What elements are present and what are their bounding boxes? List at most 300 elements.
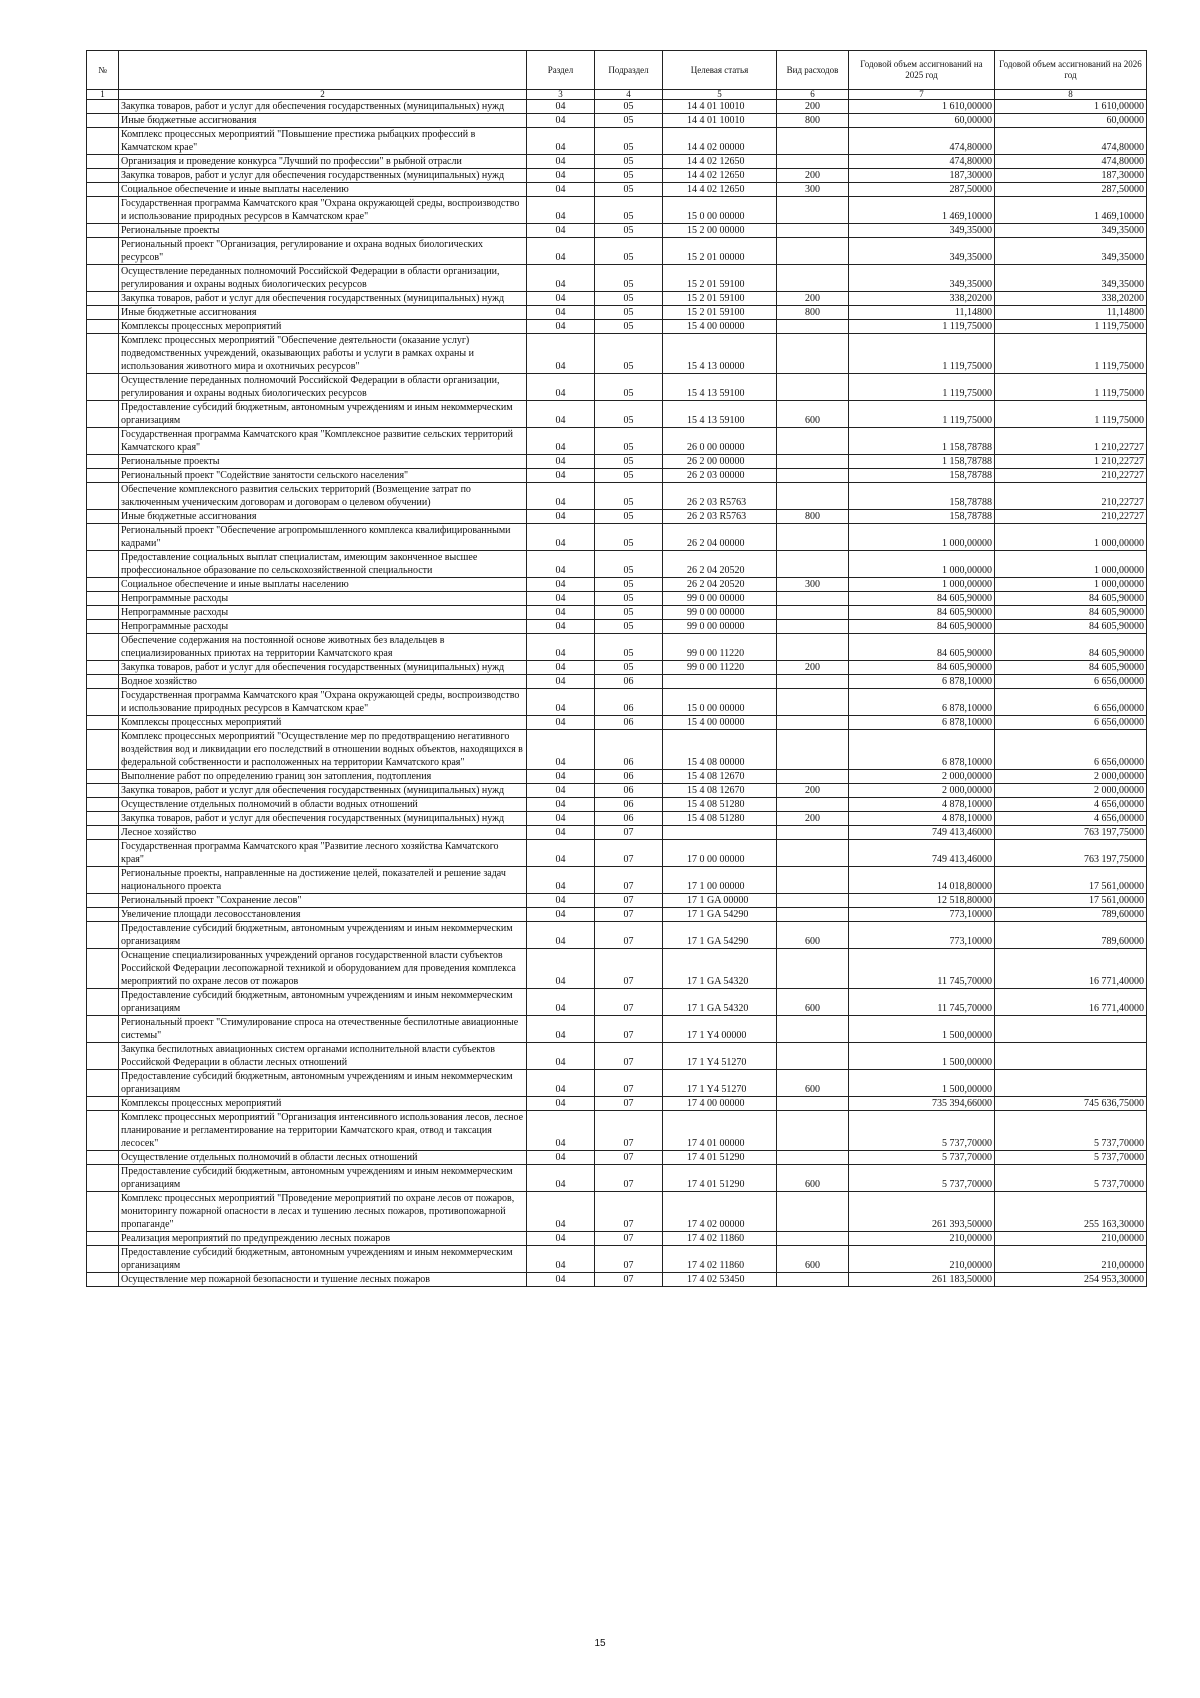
row-expense-type-cell	[777, 1151, 849, 1165]
row-number-cell	[87, 374, 119, 401]
row-amount-2026-cell: 6 656,00000	[995, 675, 1147, 689]
row-expense-type-cell	[777, 455, 849, 469]
row-amount-2025-cell: 338,20200	[849, 292, 995, 306]
row-number-cell	[87, 401, 119, 428]
table-row	[87, 1246, 1147, 1273]
table-row	[87, 826, 1147, 840]
row-amount-2025-cell: 6 878,10000	[849, 689, 995, 716]
row-amount-2026-cell: 1 119,75000	[995, 401, 1147, 428]
row-section-cell: 04	[527, 620, 595, 634]
row-subsection-cell: 07	[595, 1111, 663, 1151]
row-subsection-cell: 07	[595, 1016, 663, 1043]
row-subsection-cell: 05	[595, 320, 663, 334]
row-target-article-cell: 99 0 00 00000	[663, 620, 777, 634]
table-row	[87, 320, 1147, 334]
row-amount-2026-cell	[995, 1016, 1147, 1043]
table-row	[87, 524, 1147, 551]
row-subsection-cell: 05	[595, 169, 663, 183]
row-section-cell: 04	[527, 334, 595, 374]
row-amount-2025-cell: 5 737,70000	[849, 1111, 995, 1151]
row-name-cell: Комплексы процессных мероприятий	[119, 320, 527, 334]
row-name-cell: Осуществление отдельных полномочий в области водных отношений	[119, 798, 527, 812]
row-number-cell	[87, 1232, 119, 1246]
row-name-cell: Закупка товаров, работ и услуг для обеспечения государственных (муниципальных) нужд	[119, 812, 527, 826]
row-subsection-cell: 06	[595, 716, 663, 730]
row-target-article-cell: 17 1 GA 00000	[663, 894, 777, 908]
row-amount-2025-cell: 4 878,10000	[849, 798, 995, 812]
row-name-cell: Реализация мероприятий по предупреждению лесных пожаров	[119, 1232, 527, 1246]
row-number-cell	[87, 606, 119, 620]
row-amount-2025-cell: 158,78788	[849, 469, 995, 483]
table-row	[87, 469, 1147, 483]
table-row	[87, 1192, 1147, 1232]
row-number-cell	[87, 634, 119, 661]
header-amount-2025: Годовой объем ассигнований на 2025 год	[849, 51, 995, 90]
row-section-cell: 04	[527, 989, 595, 1016]
column-number: 4	[595, 90, 663, 100]
row-amount-2025-cell: 349,35000	[849, 238, 995, 265]
row-expense-type-cell: 800	[777, 510, 849, 524]
row-expense-type-cell	[777, 908, 849, 922]
row-target-article-cell: 26 2 03 R5763	[663, 483, 777, 510]
row-subsection-cell: 05	[595, 401, 663, 428]
row-number-cell	[87, 551, 119, 578]
row-amount-2026-cell: 6 656,00000	[995, 689, 1147, 716]
table-row	[87, 840, 1147, 867]
row-amount-2025-cell: 287,50000	[849, 183, 995, 197]
row-amount-2025-cell: 1 469,10000	[849, 197, 995, 224]
row-amount-2025-cell: 158,78788	[849, 510, 995, 524]
row-target-article-cell: 26 2 03 00000	[663, 469, 777, 483]
row-name-cell: Государственная программа Камчатского края "Охрана окружающей среды, воспроизводство и использование природных ресурсов в Камчатском крае"	[119, 197, 527, 224]
row-amount-2025-cell: 12 518,80000	[849, 894, 995, 908]
row-subsection-cell: 05	[595, 334, 663, 374]
row-name-cell: Комплекс процессных мероприятий "Организация интенсивного использования лесов, лесное планирование и регламентирование на территории Камчатского края, отвод и таксация лесосек"	[119, 1111, 527, 1151]
row-section-cell: 04	[527, 1232, 595, 1246]
row-expense-type-cell: 200	[777, 100, 849, 114]
table-row	[87, 908, 1147, 922]
row-name-cell: Предоставление субсидий бюджетным, автономным учреждениям и иным некоммерческим организациям	[119, 1070, 527, 1097]
row-target-article-cell: 15 4 00 00000	[663, 320, 777, 334]
table-row	[87, 675, 1147, 689]
row-amount-2026-cell: 84 605,90000	[995, 634, 1147, 661]
row-name-cell: Предоставление субсидий бюджетным, автономным учреждениям и иным некоммерческим организациям	[119, 401, 527, 428]
row-section-cell: 04	[527, 1016, 595, 1043]
row-expense-type-cell	[777, 689, 849, 716]
row-number-cell	[87, 1246, 119, 1273]
row-name-cell: Организация и проведение конкурса "Лучший по профессии" в рыбной отрасли	[119, 155, 527, 169]
row-expense-type-cell: 600	[777, 1246, 849, 1273]
table-row	[87, 155, 1147, 169]
table-row	[87, 455, 1147, 469]
row-amount-2026-cell: 6 656,00000	[995, 716, 1147, 730]
row-target-article-cell: 15 0 00 00000	[663, 689, 777, 716]
table-row	[87, 1111, 1147, 1151]
row-name-cell: Комплекс процессных мероприятий "Проведение мероприятий по охране лесов от пожаров, мониторингу пожарной опасности в лесах и тушению лесных пожаров, противопожарной пропаганде"	[119, 1192, 527, 1232]
row-expense-type-cell	[777, 949, 849, 989]
row-expense-type-cell	[777, 716, 849, 730]
row-target-article-cell: 15 2 01 59100	[663, 265, 777, 292]
row-expense-type-cell	[777, 1232, 849, 1246]
header-number: №	[87, 51, 119, 90]
row-section-cell: 04	[527, 578, 595, 592]
row-amount-2026-cell: 338,20200	[995, 292, 1147, 306]
table-row	[87, 784, 1147, 798]
row-section-cell: 04	[527, 770, 595, 784]
row-number-cell	[87, 469, 119, 483]
row-amount-2026-cell: 474,80000	[995, 155, 1147, 169]
row-name-cell: Иные бюджетные ассигнования	[119, 306, 527, 320]
row-number-cell	[87, 826, 119, 840]
row-expense-type-cell	[777, 238, 849, 265]
header-section: Раздел	[527, 51, 595, 90]
row-expense-type-cell	[777, 867, 849, 894]
row-number-cell	[87, 812, 119, 826]
row-subsection-cell: 05	[595, 292, 663, 306]
row-amount-2026-cell: 763 197,75000	[995, 826, 1147, 840]
row-number-cell	[87, 197, 119, 224]
row-name-cell: Закупка товаров, работ и услуг для обеспечения государственных (муниципальных) нужд	[119, 292, 527, 306]
row-number-cell	[87, 428, 119, 455]
row-expense-type-cell: 600	[777, 989, 849, 1016]
row-target-article-cell: 99 0 00 11220	[663, 661, 777, 675]
row-name-cell: Региональные проекты	[119, 455, 527, 469]
row-target-article-cell: 17 1 Y4 00000	[663, 1016, 777, 1043]
header-subsection: Подраздел	[595, 51, 663, 90]
row-number-cell	[87, 908, 119, 922]
row-name-cell: Региональные проекты	[119, 224, 527, 238]
row-number-cell	[87, 265, 119, 292]
row-amount-2026-cell: 4 656,00000	[995, 798, 1147, 812]
row-section-cell: 04	[527, 1165, 595, 1192]
row-amount-2026-cell: 210,22727	[995, 483, 1147, 510]
row-name-cell: Закупка товаров, работ и услуг для обеспечения государственных (муниципальных) нужд	[119, 169, 527, 183]
header-target-article: Целевая статья	[663, 51, 777, 90]
row-amount-2026-cell: 210,00000	[995, 1246, 1147, 1273]
row-name-cell: Региональный проект "Обеспечение агропромышленного комплекса квалифицированными кадрами"	[119, 524, 527, 551]
column-numbers-row	[87, 90, 1147, 100]
row-section-cell: 04	[527, 894, 595, 908]
row-amount-2026-cell: 17 561,00000	[995, 894, 1147, 908]
row-number-cell	[87, 661, 119, 675]
row-amount-2026-cell: 1 000,00000	[995, 524, 1147, 551]
table-row	[87, 1165, 1147, 1192]
row-section-cell: 04	[527, 908, 595, 922]
row-amount-2025-cell: 187,30000	[849, 169, 995, 183]
row-name-cell: Комплексы процессных мероприятий	[119, 1097, 527, 1111]
row-section-cell: 04	[527, 224, 595, 238]
row-expense-type-cell	[777, 265, 849, 292]
row-amount-2025-cell: 5 737,70000	[849, 1165, 995, 1192]
row-name-cell: Осуществление переданных полномочий Российской Федерации в области организации, регулирования и охраны водных биологических ресурсов	[119, 374, 527, 401]
row-amount-2025-cell: 1 500,00000	[849, 1043, 995, 1070]
row-expense-type-cell	[777, 1111, 849, 1151]
row-expense-type-cell: 300	[777, 183, 849, 197]
row-target-article-cell: 15 2 01 59100	[663, 292, 777, 306]
row-name-cell: Комплексы процессных мероприятий	[119, 716, 527, 730]
row-name-cell: Закупка товаров, работ и услуг для обеспечения государственных (муниципальных) нужд	[119, 661, 527, 675]
row-section-cell: 04	[527, 197, 595, 224]
row-expense-type-cell	[777, 1043, 849, 1070]
row-subsection-cell: 07	[595, 1273, 663, 1287]
row-number-cell	[87, 100, 119, 114]
row-target-article-cell: 14 4 02 12650	[663, 155, 777, 169]
table-row	[87, 374, 1147, 401]
column-number: 6	[777, 90, 849, 100]
row-section-cell: 04	[527, 320, 595, 334]
table-row	[87, 798, 1147, 812]
table-row	[87, 100, 1147, 114]
row-expense-type-cell	[777, 840, 849, 867]
row-name-cell: Предоставление субсидий бюджетным, автономным учреждениям и иным некоммерческим организациям	[119, 1165, 527, 1192]
row-number-cell	[87, 183, 119, 197]
row-number-cell	[87, 716, 119, 730]
row-name-cell: Предоставление субсидий бюджетным, автономным учреждениям и иным некоммерческим организациям	[119, 922, 527, 949]
row-target-article-cell: 15 4 13 59100	[663, 401, 777, 428]
row-target-article-cell: 26 2 04 20520	[663, 578, 777, 592]
row-target-article-cell: 17 0 00 00000	[663, 840, 777, 867]
row-section-cell: 04	[527, 169, 595, 183]
row-amount-2026-cell: 1 610,00000	[995, 100, 1147, 114]
row-number-cell	[87, 1192, 119, 1232]
row-subsection-cell: 05	[595, 661, 663, 675]
row-amount-2025-cell: 1 119,75000	[849, 334, 995, 374]
row-amount-2025-cell: 11 745,70000	[849, 989, 995, 1016]
row-expense-type-cell: 200	[777, 661, 849, 675]
row-subsection-cell: 07	[595, 949, 663, 989]
row-expense-type-cell	[777, 334, 849, 374]
table-row	[87, 1043, 1147, 1070]
table-row	[87, 592, 1147, 606]
row-name-cell: Региональные проекты, направленные на достижение целей, показателей и решение задач национального проекта	[119, 867, 527, 894]
row-amount-2026-cell: 5 737,70000	[995, 1111, 1147, 1151]
row-section-cell: 04	[527, 867, 595, 894]
row-amount-2025-cell: 1 158,78788	[849, 455, 995, 469]
table-row	[87, 1097, 1147, 1111]
row-target-article-cell: 15 4 08 51280	[663, 812, 777, 826]
row-amount-2025-cell: 1 000,00000	[849, 524, 995, 551]
row-number-cell	[87, 840, 119, 867]
row-subsection-cell: 05	[595, 551, 663, 578]
row-amount-2025-cell: 6 878,10000	[849, 675, 995, 689]
row-name-cell: Осуществление мер пожарной безопасности и тушение лесных пожаров	[119, 1273, 527, 1287]
row-expense-type-cell: 200	[777, 784, 849, 798]
row-expense-type-cell	[777, 634, 849, 661]
row-subsection-cell: 06	[595, 730, 663, 770]
row-amount-2025-cell: 749 413,46000	[849, 840, 995, 867]
row-target-article-cell: 14 4 02 12650	[663, 183, 777, 197]
row-section-cell: 04	[527, 675, 595, 689]
row-amount-2025-cell: 1 500,00000	[849, 1016, 995, 1043]
row-amount-2025-cell: 773,10000	[849, 908, 995, 922]
row-expense-type-cell	[777, 320, 849, 334]
row-subsection-cell: 07	[595, 1246, 663, 1273]
row-target-article-cell: 17 4 01 00000	[663, 1111, 777, 1151]
row-expense-type-cell	[777, 675, 849, 689]
page-number: 15	[594, 1638, 606, 1649]
row-target-article-cell: 15 0 00 00000	[663, 197, 777, 224]
row-amount-2025-cell: 2 000,00000	[849, 770, 995, 784]
row-expense-type-cell	[777, 592, 849, 606]
row-amount-2025-cell: 210,00000	[849, 1232, 995, 1246]
row-target-article-cell: 15 4 08 12670	[663, 784, 777, 798]
row-target-article-cell: 26 2 04 20520	[663, 551, 777, 578]
row-section-cell: 04	[527, 1043, 595, 1070]
row-expense-type-cell	[777, 1016, 849, 1043]
row-amount-2025-cell: 11,14800	[849, 306, 995, 320]
row-number-cell	[87, 770, 119, 784]
table-body	[87, 100, 1147, 1287]
table-row	[87, 292, 1147, 306]
row-expense-type-cell	[777, 483, 849, 510]
table-row	[87, 1016, 1147, 1043]
row-expense-type-cell: 200	[777, 812, 849, 826]
row-amount-2026-cell: 474,80000	[995, 128, 1147, 155]
row-subsection-cell: 07	[595, 826, 663, 840]
row-subsection-cell: 05	[595, 483, 663, 510]
row-amount-2025-cell: 60,00000	[849, 114, 995, 128]
row-name-cell: Обеспечение комплексного развития сельских территорий (Возмещение затрат по заключенным ученическим договорам и договорам о целевом обучении)	[119, 483, 527, 510]
row-amount-2026-cell: 5 737,70000	[995, 1165, 1147, 1192]
table-row	[87, 1273, 1147, 1287]
row-expense-type-cell	[777, 894, 849, 908]
row-expense-type-cell	[777, 1273, 849, 1287]
row-amount-2026-cell: 789,60000	[995, 908, 1147, 922]
row-number-cell	[87, 1111, 119, 1151]
row-number-cell	[87, 578, 119, 592]
row-target-article-cell: 17 1 Y4 51270	[663, 1043, 777, 1070]
row-amount-2025-cell: 749 413,46000	[849, 826, 995, 840]
row-amount-2026-cell: 1 000,00000	[995, 578, 1147, 592]
row-subsection-cell: 05	[595, 306, 663, 320]
row-subsection-cell: 05	[595, 510, 663, 524]
row-amount-2025-cell: 84 605,90000	[849, 592, 995, 606]
row-amount-2025-cell: 1 500,00000	[849, 1070, 995, 1097]
row-expense-type-cell	[777, 1192, 849, 1232]
row-section-cell: 04	[527, 510, 595, 524]
row-amount-2026-cell: 789,60000	[995, 922, 1147, 949]
row-name-cell: Социальное обеспечение и иные выплаты населению	[119, 578, 527, 592]
row-number-cell	[87, 730, 119, 770]
row-amount-2026-cell: 1 119,75000	[995, 320, 1147, 334]
table-row	[87, 114, 1147, 128]
row-amount-2026-cell: 210,00000	[995, 1232, 1147, 1246]
table-row	[87, 334, 1147, 374]
row-subsection-cell: 07	[595, 867, 663, 894]
row-target-article-cell: 14 4 02 00000	[663, 128, 777, 155]
row-amount-2025-cell: 6 878,10000	[849, 730, 995, 770]
row-section-cell: 04	[527, 606, 595, 620]
row-subsection-cell: 05	[595, 592, 663, 606]
row-expense-type-cell	[777, 826, 849, 840]
table-row	[87, 661, 1147, 675]
row-amount-2026-cell: 84 605,90000	[995, 661, 1147, 675]
row-expense-type-cell	[777, 197, 849, 224]
row-expense-type-cell	[777, 524, 849, 551]
row-amount-2026-cell: 745 636,75000	[995, 1097, 1147, 1111]
row-expense-type-cell	[777, 551, 849, 578]
row-amount-2025-cell: 210,00000	[849, 1246, 995, 1273]
row-amount-2026-cell: 11,14800	[995, 306, 1147, 320]
row-section-cell: 04	[527, 840, 595, 867]
row-target-article-cell: 99 0 00 00000	[663, 606, 777, 620]
table-row	[87, 1070, 1147, 1097]
row-amount-2025-cell: 773,10000	[849, 922, 995, 949]
row-expense-type-cell: 600	[777, 401, 849, 428]
table-row	[87, 428, 1147, 455]
row-amount-2026-cell: 1 119,75000	[995, 374, 1147, 401]
row-amount-2025-cell: 261 183,50000	[849, 1273, 995, 1287]
row-number-cell	[87, 128, 119, 155]
row-expense-type-cell	[777, 224, 849, 238]
row-target-article-cell: 26 2 04 00000	[663, 524, 777, 551]
row-expense-type-cell: 300	[777, 578, 849, 592]
row-expense-type-cell: 800	[777, 306, 849, 320]
row-expense-type-cell: 600	[777, 1070, 849, 1097]
row-section-cell: 04	[527, 634, 595, 661]
table-row	[87, 265, 1147, 292]
row-amount-2026-cell: 187,30000	[995, 169, 1147, 183]
row-subsection-cell: 07	[595, 922, 663, 949]
row-amount-2025-cell: 735 394,66000	[849, 1097, 995, 1111]
row-target-article-cell: 17 4 00 00000	[663, 1097, 777, 1111]
row-amount-2025-cell: 4 878,10000	[849, 812, 995, 826]
row-section-cell: 04	[527, 922, 595, 949]
budget-table	[86, 50, 1147, 1287]
row-section-cell: 04	[527, 592, 595, 606]
row-expense-type-cell	[777, 770, 849, 784]
row-name-cell: Иные бюджетные ассигнования	[119, 114, 527, 128]
row-amount-2026-cell: 6 656,00000	[995, 730, 1147, 770]
table-row	[87, 306, 1147, 320]
row-amount-2026-cell: 1 000,00000	[995, 551, 1147, 578]
row-section-cell: 04	[527, 730, 595, 770]
row-name-cell: Осуществление отдельных полномочий в области лесных отношений	[119, 1151, 527, 1165]
row-subsection-cell: 06	[595, 798, 663, 812]
row-amount-2025-cell: 474,80000	[849, 128, 995, 155]
row-name-cell: Осуществление переданных полномочий Российской Федерации в области организации, регулирования и охраны водных биологических ресурсов	[119, 265, 527, 292]
row-name-cell: Предоставление субсидий бюджетным, автономным учреждениям и иным некоммерческим организациям	[119, 989, 527, 1016]
row-name-cell: Комплекс процессных мероприятий "Осуществление мер по предотвращению негативного воздействия вод и ликвидации его последствий в отношении водных объектов, находящихся в федеральной собственности и расположенных на территории Камчатского края"	[119, 730, 527, 770]
row-subsection-cell: 06	[595, 812, 663, 826]
row-section-cell: 04	[527, 661, 595, 675]
row-target-article-cell: 26 2 00 00000	[663, 455, 777, 469]
row-target-article-cell: 17 4 01 51290	[663, 1151, 777, 1165]
row-subsection-cell: 07	[595, 1070, 663, 1097]
row-number-cell	[87, 238, 119, 265]
row-section-cell: 04	[527, 689, 595, 716]
table-row	[87, 551, 1147, 578]
row-amount-2026-cell: 349,35000	[995, 224, 1147, 238]
row-section-cell: 04	[527, 1151, 595, 1165]
row-amount-2026-cell: 5 737,70000	[995, 1151, 1147, 1165]
row-target-article-cell: 17 1 Y4 51270	[663, 1070, 777, 1097]
row-subsection-cell: 07	[595, 840, 663, 867]
row-target-article-cell: 99 0 00 00000	[663, 592, 777, 606]
row-section-cell: 04	[527, 183, 595, 197]
row-amount-2025-cell: 84 605,90000	[849, 606, 995, 620]
row-target-article-cell: 14 4 01 10010	[663, 114, 777, 128]
row-section-cell: 04	[527, 1070, 595, 1097]
row-amount-2026-cell: 1 469,10000	[995, 197, 1147, 224]
row-name-cell: Водное хозяйство	[119, 675, 527, 689]
row-number-cell	[87, 1043, 119, 1070]
table-row	[87, 867, 1147, 894]
row-target-article-cell: 17 4 02 00000	[663, 1192, 777, 1232]
row-number-cell	[87, 524, 119, 551]
row-number-cell	[87, 949, 119, 989]
row-target-article-cell	[663, 675, 777, 689]
